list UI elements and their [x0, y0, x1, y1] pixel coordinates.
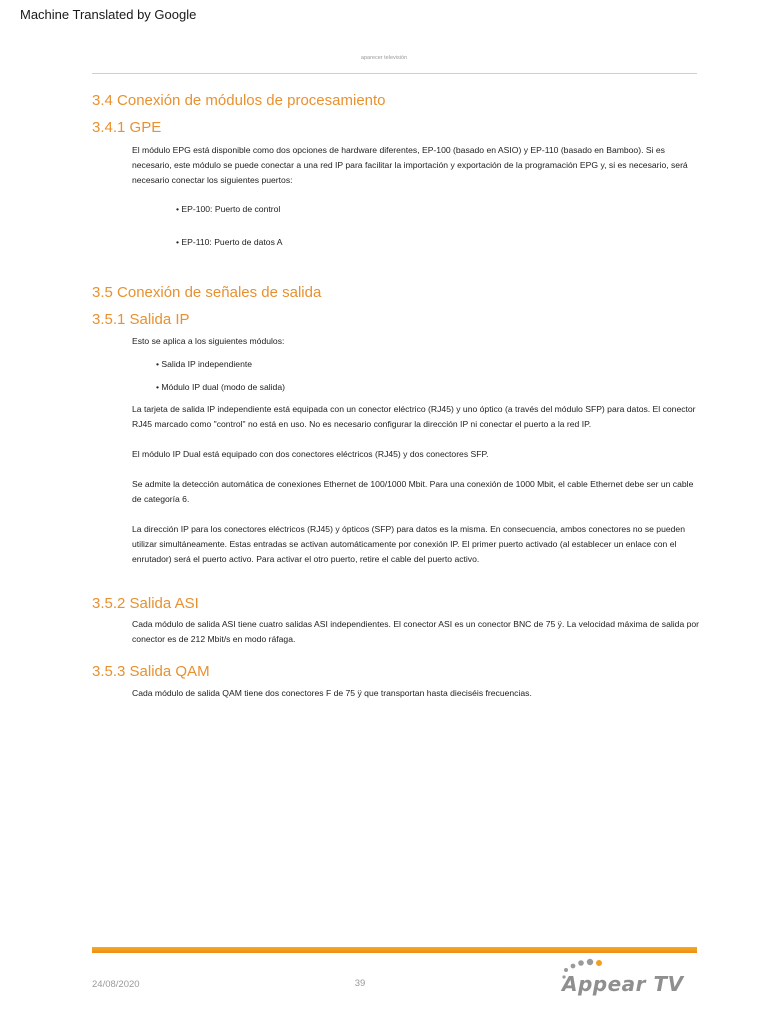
gpe-paragraph: El módulo EPG está disponible como dos opciones de hardware diferentes, EP-100 (basado en ASIO) y EP-110 (basado en Bamboo). Si es necesario, este módulo se puede conectar a una red IP para facilitar la importación y exportación de la programación EPG y, si es necesario, será necesario conectar los siguientes puertos:: [132, 145, 688, 185]
ip-output-paragraph-2: El módulo IP Dual está equipado con dos conectores eléctricos (RJ45) y dos conectores SFP.: [132, 449, 489, 459]
heading-3-5-3: 3.5.3 Salida QAM: [92, 663, 210, 680]
ip-output-paragraph-4: La dirección IP para los conectores eléctricos (RJ45) y ópticos (SFP) para datos es la misma. En consecuencia, ambos conectores no se pueden utilizar simultáneamente. Estas entradas se activan automáticamente por conexión IP. El primer puerto activado (al establecer un enlace con el enrutador) será el puerto activo. Para activar el otro puerto, retire el cable del puerto activo.: [132, 524, 685, 564]
footer-bar: [92, 947, 697, 953]
running-header: aparecer televisión: [360, 55, 408, 61]
asi-output-paragraph: Cada módulo de salida ASI tiene cuatro salidas ASI independientes. El conector ASI es un conector BNC de 75 ÿ. La velocidad máxima de salida por conector es de 212 Mbit/s en modo ráfaga.: [132, 619, 700, 644]
qam-output-paragraph: Cada módulo de salida QAM tiene dos conectores F de 75 ÿ que transportan hasta dieciséis frecuencias.: [132, 688, 532, 698]
heading-3-4-1: 3.4.1 GPE: [92, 119, 162, 136]
list-item: • EP-110: Puerto de datos A: [176, 237, 283, 247]
section-3-5-3-body: [132, 686, 702, 701]
list-item: • Salida IP independiente: [156, 359, 253, 369]
page-content: [92, 91, 702, 701]
heading-3-5-1: 3.5.1 Salida IP: [92, 311, 190, 328]
section-3-5-1-body: [132, 334, 702, 567]
heading-3-5-2: 3.5.2 Salida ASI: [92, 595, 199, 612]
heading-3-4: 3.4 Conexión de módulos de procesamiento: [92, 92, 386, 109]
list-item: • EP-100: Puerto de control: [176, 204, 281, 214]
footer-date: 24/08/2020: [92, 979, 140, 990]
logo-text: Appear TV: [562, 972, 684, 996]
heading-3-5: 3.5 Conexión de señales de salida: [92, 284, 322, 301]
section-3-4-1-body: [132, 143, 702, 250]
page-number: 39: [354, 978, 366, 989]
section-3-5-2-body: [132, 617, 702, 647]
appear-tv-logo: [556, 958, 701, 998]
machine-translation-banner: Machine Translated by Google: [20, 7, 197, 22]
list-item: • Módulo IP dual (modo de salida): [156, 382, 285, 392]
ip-output-paragraph-1: La tarjeta de salida IP independiente está equipada con un conector eléctrico (RJ45) y uno óptico (a través del módulo SFP) para datos. El conector RJ45 marcado como "control" no está en uso. No es necesario configurar la dirección IP ni conectar el puerto a la red IP.: [132, 404, 696, 429]
ip-output-intro: Esto se aplica a los siguientes módulos:: [132, 336, 285, 346]
ip-output-paragraph-3: Se admite la detección automática de conexiones Ethernet de 100/1000 Mbit. Para una conexión de 1000 Mbit, el cable Ethernet debe ser un cable de categoría 6.: [132, 479, 694, 504]
header-rule: [92, 73, 697, 74]
